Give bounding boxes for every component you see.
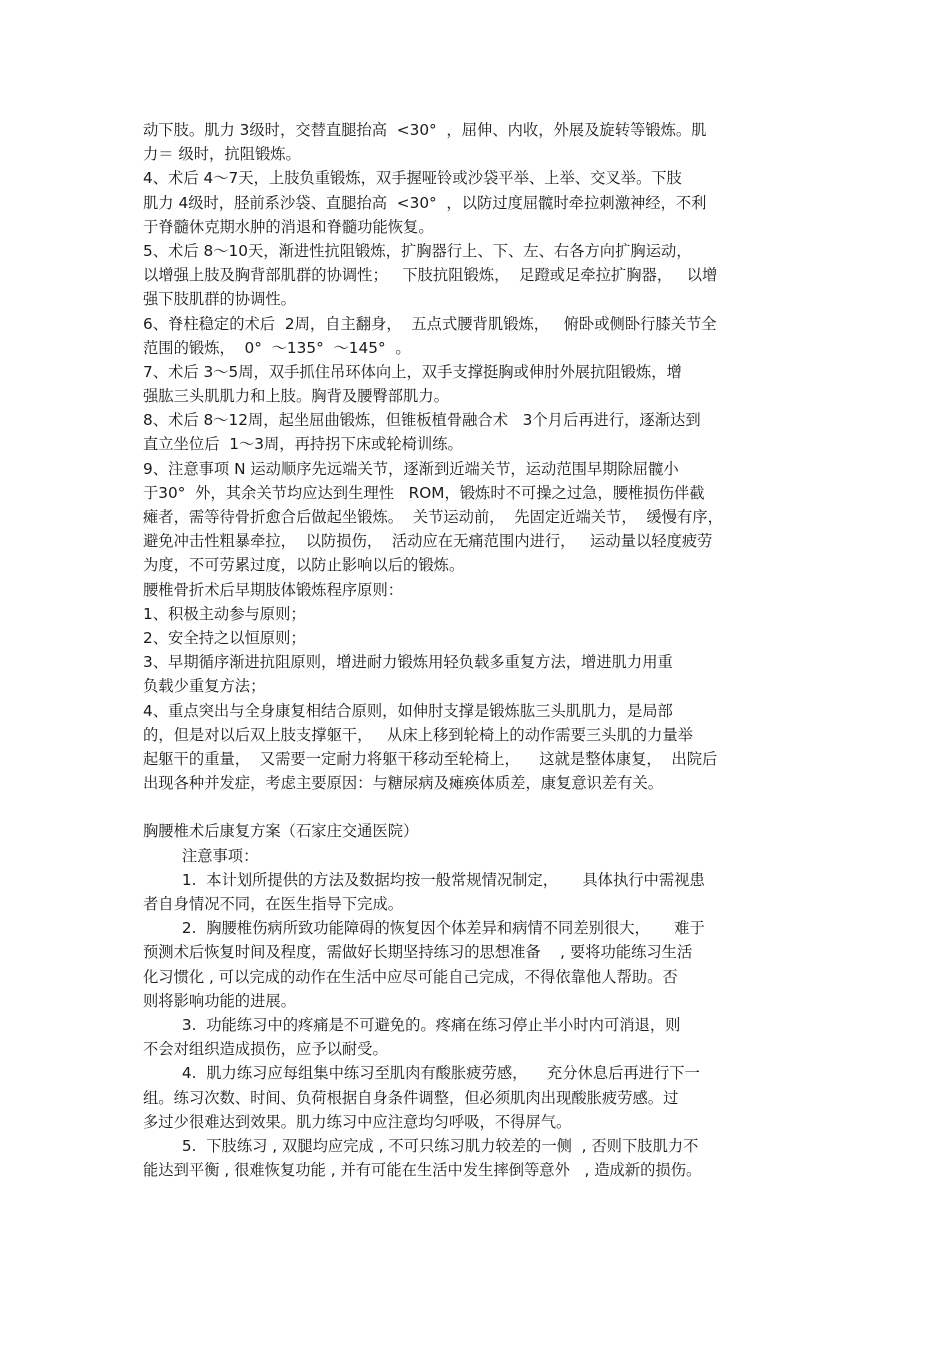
text-line: 避免冲击性粗暴牵拉， 以防损伤， 活动应在无痛范围内进行， 运动量以轻度疲劳: [143, 532, 713, 551]
text-line: 不会对组织造成损伤，应予以耐受。: [143, 1040, 388, 1059]
section-title: 胸腰椎术后康复方案（石家庄交通医院）: [143, 822, 419, 841]
text-line: 能达到平衡 , 很难恢复功能 , 并有可能在生活中发生摔倒等意外 , 造成新的损伤。: [143, 1161, 702, 1180]
text-line: 强下肢肌群的协调性。: [143, 290, 296, 309]
text-line: 2. 胸腰椎伤病所致功能障碍的恢复因个体差异和病情不同差别很大， 难于: [143, 919, 705, 938]
text-line: 8、术后 8～12周，起坐屈曲锻炼，但锥板植骨融合术 3个月后再进行，逐渐达到: [143, 411, 701, 430]
section-rehab-plan: [143, 819, 813, 1182]
text-line: 多过少很难达到效果。肌力练习中应注意均匀呼吸，不得屏气。: [143, 1112, 572, 1131]
text-line: 6、脊柱稳定的术后 2周，自主翻身， 五点式腰背肌锻炼， 俯卧或侧卧行膝关节全: [143, 314, 717, 333]
section-heading: 腰椎骨折术后早期肢体锻炼程序原则：: [143, 580, 404, 599]
text-line: 3. 功能练习中的疼痛是不可避免的。疼痛在练习停止半小时内可消退，则: [143, 1015, 681, 1034]
text-line: 起躯干的重量， 又需要一定耐力将躯干移动至轮椅上， 这就是整体康复， 出院后: [143, 749, 718, 768]
text-line: 组。练习次数、时间、负荷根据自身条件调整，但必须肌肉出现酸胀疲劳感。过: [143, 1088, 679, 1107]
list-item: 4、重点突出与全身康复相结合原则，如伸肘支撑是锻炼肱三头肌肌力，是局部: [143, 701, 673, 720]
text-line: 直立坐位后 1～3周，再持拐下床或轮椅训练。: [143, 435, 463, 454]
text-line: 者自身情况不同，在医生指导下完成。: [143, 895, 404, 913]
text-line: 化习惯化 , 可以完成的动作在生活中应尽可能自己完成，不得依靠他人帮助。否: [143, 967, 678, 986]
text-line: 范围的锻炼， 0° ～135° ～145° 。: [143, 338, 411, 357]
text-line: 4、术后 4～7天，上肢负重锻炼，双手握哑铃或沙袋平举、上举、交叉举。下肢: [143, 169, 682, 188]
text-line: 强肱三头肌肌力和上肢。胸背及腰臀部肌力。: [143, 387, 449, 406]
text-line: 5. 下肢练习 , 双腿均应完成 , 不可只练习肌力较差的一侧 , 否则下肢肌力不: [143, 1136, 699, 1155]
text-line: 出现各种并发症，考虑主要原因：与糖尿病及瘫痪体质差，康复意识差有关。: [143, 774, 664, 793]
text-line: 7、术后 3～5周，双手抓住吊环体向上，双手支撑挺胸或伸肘外展抗阻锻炼，增: [143, 362, 682, 381]
text-line: 负载少重复方法；: [143, 677, 266, 696]
text-line: 1. 本计划所提供的方法及数据均按一般常规情况制定， 具体执行中需视患: [143, 870, 705, 889]
text-line: 瘫者，需等待骨折愈合后做起坐锻炼。 关节运动前， 先固定近端关节， 缓慢有序，: [143, 508, 723, 526]
notes-heading: 注意事项：: [143, 846, 259, 865]
text-line: 4. 肌力练习应每组集中练习至肌肉有酸胀疲劳感， 充分休息后再进行下一: [143, 1064, 700, 1083]
text-line: 的，但是对以后双上肢支撑躯干， 从床上移到轮椅上的动作需要三头肌的力量举: [143, 725, 693, 744]
text-line: 预测术后恢复时间及程度，需做好长期坚持练习的思想准备 , 要将功能练习生活: [143, 943, 693, 962]
text-line: 动下肢。肌力 3级时，交替直腿抬高 <30° ，屈伸、内收，外展及旋转等锻炼。肌: [143, 121, 707, 139]
list-item: 3、早期循序渐进抗阻原则，增进耐力锻炼用轻负载多重复方法，增进肌力用重: [143, 653, 673, 672]
section-exercise-text: [143, 118, 813, 795]
text-line: 肌力 4级时，胫前系沙袋、直腿抬高 <30° ，以防过度屈髋时牵拉刺激神经，不利: [143, 193, 707, 212]
paragraph-spacer: [143, 795, 813, 819]
text-line: 力＝ 级时，抗阻锻炼。: [143, 145, 301, 164]
text-line: 则将影响功能的进展。: [143, 991, 296, 1010]
text-line: 5、术后 8～10天，渐进性抗阻锻炼，扩胸器行上、下、左、右各方向扩胸运动，: [143, 241, 692, 260]
text-line: 为度，不可劳累过度，以防止影响以后的锻炼。: [143, 556, 465, 575]
text-line: 9、注意事项 N 运动顺序先远端关节，逐渐到近端关节，运动范围早期除屈髋小: [143, 459, 679, 478]
text-line: 以增强上肢及胸背部肌群的协调性； 下肢抗阻锻炼， 足蹬或足牵拉扩胸器， 以增: [143, 266, 718, 285]
text-line: 于30° 外，其余关节均应达到生理性 ROM，锻炼时不可操之过急，腰椎损伤伴截: [143, 483, 705, 502]
text-line: 于脊髓休克期水肿的消退和脊髓功能恢复。: [143, 217, 434, 236]
document-body: [143, 118, 813, 1182]
list-item: 1、积极主动参与原则；: [143, 604, 306, 623]
list-item: 2、安全持之以恒原则；: [143, 628, 306, 647]
